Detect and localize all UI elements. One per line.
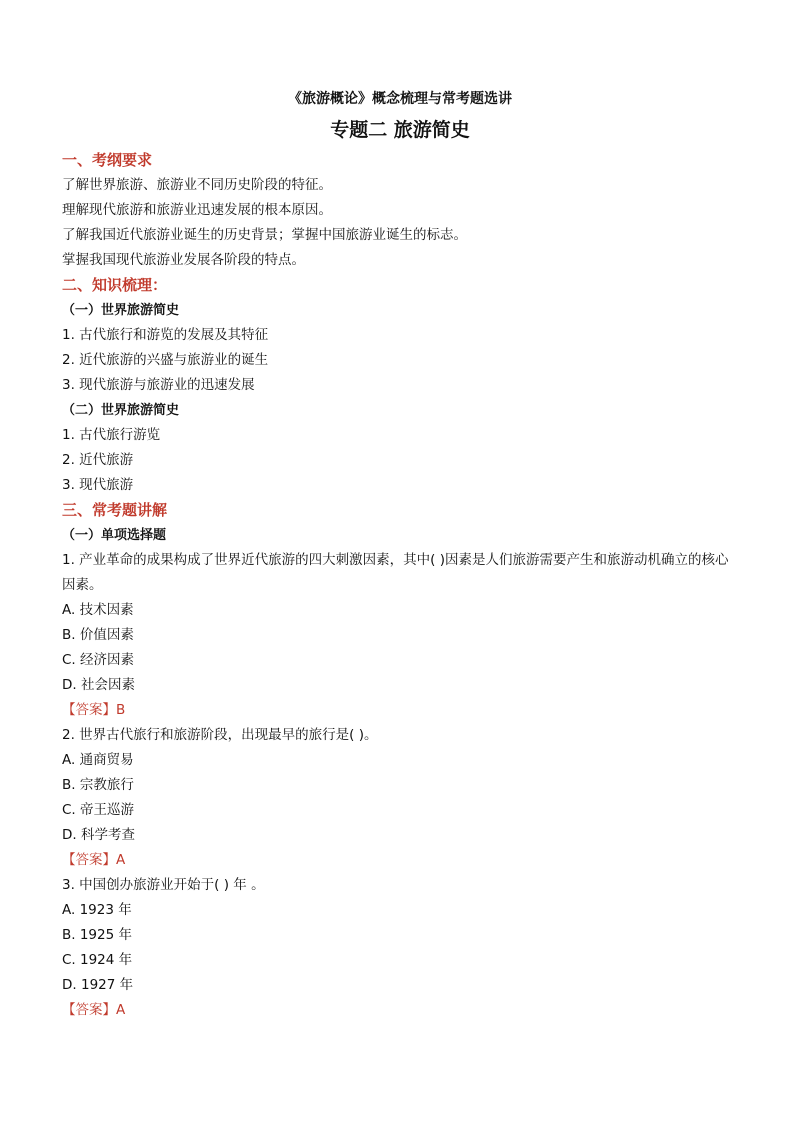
question-answer: 【答案】A <box>62 852 126 868</box>
knowledge-item: 3. 现代旅游 <box>62 477 134 493</box>
knowledge-item: 1. 古代旅行游览 <box>62 427 161 443</box>
requirement-line: 了解我国近代旅游业诞生的历史背景；掌握中国旅游业诞生的标志。 <box>62 227 467 243</box>
question-option: B. 1925 年 <box>62 927 132 943</box>
knowledge-item: 3. 现代旅游与旅游业的迅速发展 <box>62 377 255 393</box>
question-text: 3. 中国创办旅游业开始于( ) 年 。 <box>62 877 265 893</box>
question-option: C. 1924 年 <box>62 952 133 968</box>
question-option: B. 宗教旅行 <box>62 777 134 793</box>
knowledge-item: 2. 近代旅游 <box>62 452 134 468</box>
document-content <box>62 88 738 1023</box>
question-answer: 【答案】A <box>62 1002 126 1018</box>
document-subtitle: 《旅游概论》概念梳理与常考题选讲 <box>288 91 512 107</box>
knowledge-item: 2. 近代旅游的兴盛与旅游业的诞生 <box>62 352 269 368</box>
requirement-line: 掌握我国现代旅游业发展各阶段的特点。 <box>62 252 305 268</box>
question-answer: 【答案】B <box>62 702 126 718</box>
exercise-group-title: （一）单项选择题 <box>62 528 167 543</box>
question-option: C. 帝王巡游 <box>62 802 135 818</box>
requirement-line: 理解现代旅游和旅游业迅速发展的根本原因。 <box>62 202 332 218</box>
question-option: B. 价值因素 <box>62 627 134 643</box>
requirement-line: 了解世界旅游、旅游业不同历史阶段的特征。 <box>62 177 332 193</box>
question-option: D. 社会因素 <box>62 677 135 693</box>
question-option: A. 通商贸易 <box>62 752 134 768</box>
section-heading-requirements: 一、考纲要求 <box>62 151 153 169</box>
knowledge-group-title: （一）世界旅游简史 <box>62 303 180 318</box>
question-text: 2. 世界古代旅行和旅游阶段，出现最早的旅行是( )。 <box>62 727 378 743</box>
question-option: D. 科学考查 <box>62 827 135 843</box>
question-text: 1. 产业革命的成果构成了世界近代旅游的四大刺激因素，其中( )因素是人们旅游需要产生和旅游动机确立的核心因素。 <box>62 552 729 593</box>
question-option: A. 1923 年 <box>62 902 132 918</box>
section-heading-exercises: 三、常考题讲解 <box>62 501 168 519</box>
document-title: 专题二 旅游简史 <box>330 119 470 141</box>
question-option: C. 经济因素 <box>62 652 135 668</box>
knowledge-group-title: （二）世界旅游简史 <box>62 403 180 418</box>
question-option: A. 技术因素 <box>62 602 134 618</box>
question-option: D. 1927 年 <box>62 977 134 993</box>
knowledge-item: 1. 古代旅行和游览的发展及其特征 <box>62 327 269 343</box>
section-heading-knowledge: 二、知识梳理： <box>62 276 168 294</box>
